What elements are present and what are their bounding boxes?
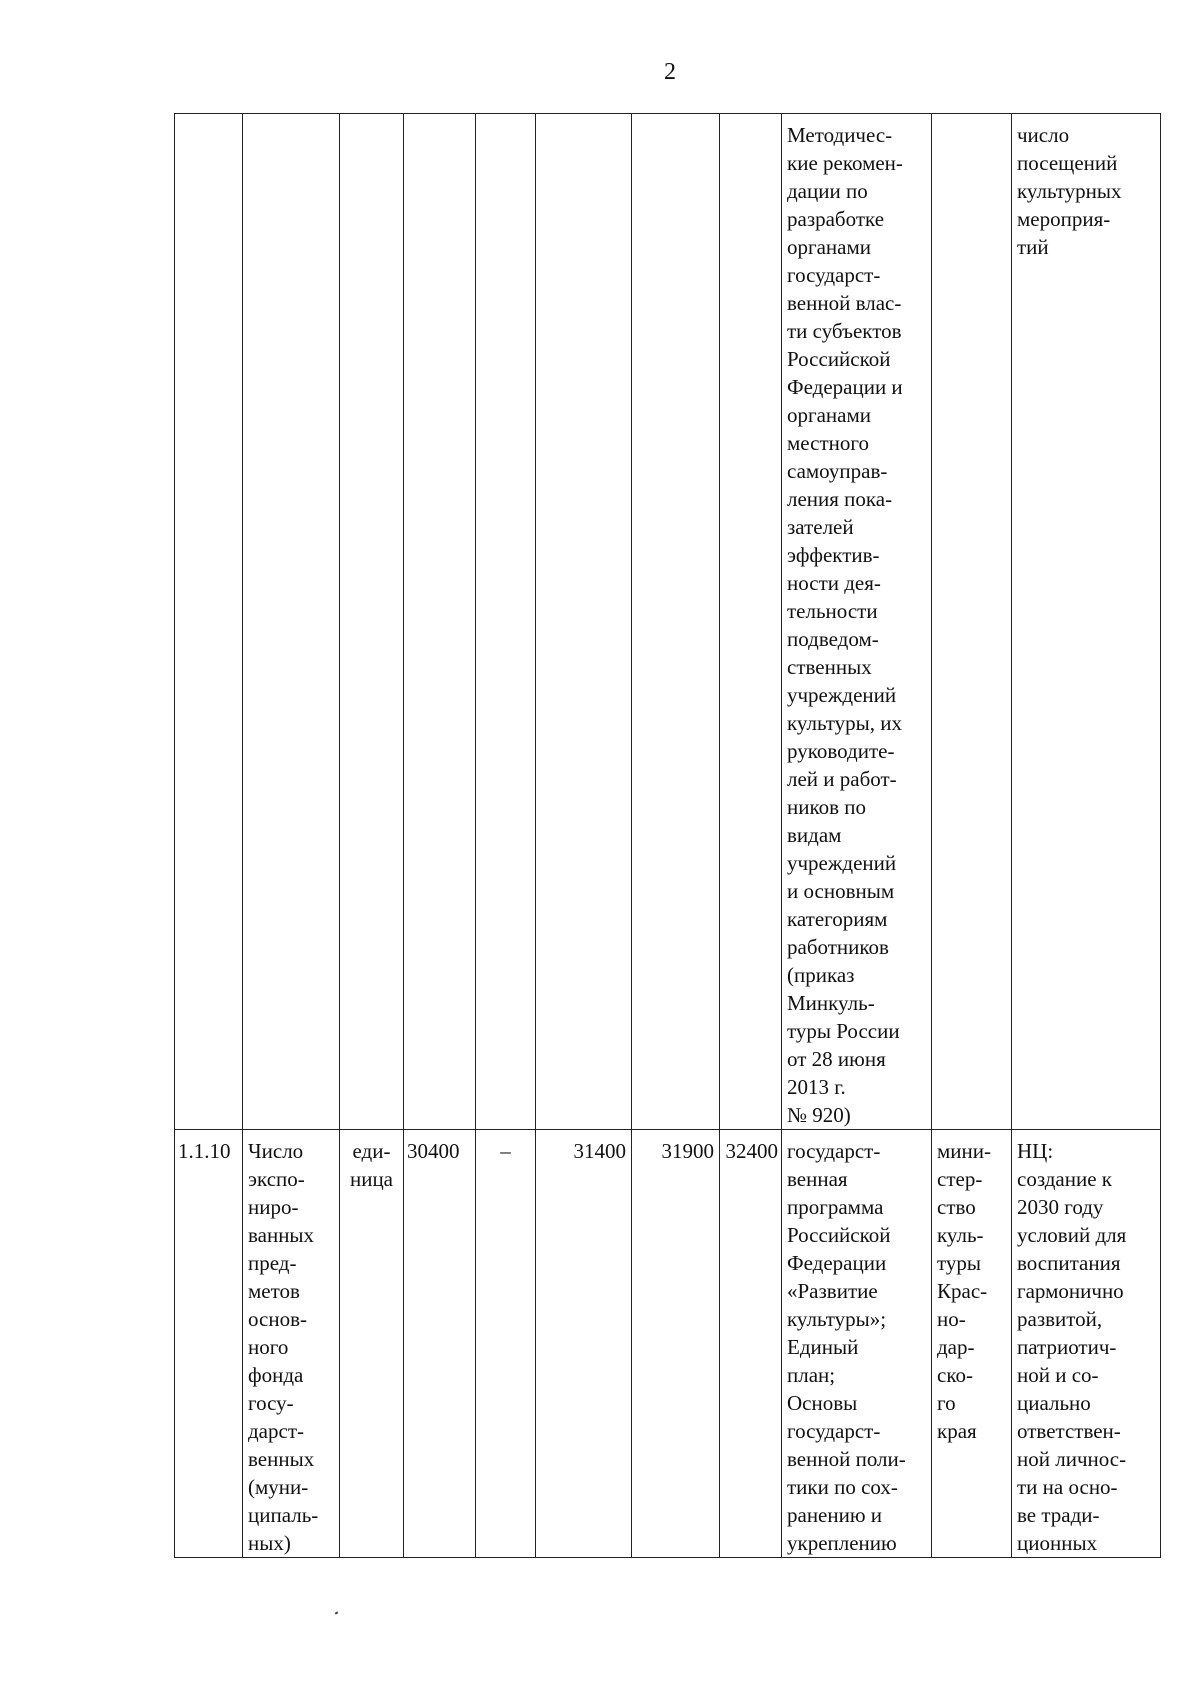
goal-line: создание к bbox=[1017, 1167, 1112, 1191]
source-line: венной влас- bbox=[787, 291, 902, 315]
source-line: дации по bbox=[787, 179, 868, 203]
indicator-line: метов bbox=[248, 1279, 300, 1303]
source-line: 2013 г. bbox=[787, 1075, 846, 1099]
indicator-line: ванных bbox=[248, 1223, 315, 1247]
source-line: (приказ bbox=[787, 963, 855, 987]
indicator-line: венных bbox=[248, 1447, 315, 1471]
value-3: 31400 bbox=[573, 1139, 626, 1163]
goal-line: ной и со- bbox=[1017, 1363, 1099, 1387]
cell-value-2 bbox=[476, 1130, 536, 1558]
source-line: Единый bbox=[787, 1335, 859, 1359]
source-line: тельности bbox=[787, 599, 878, 623]
responsible-line: мини- bbox=[937, 1139, 991, 1163]
source-line: видам bbox=[787, 823, 842, 847]
indicator-line: Число bbox=[248, 1139, 304, 1163]
indicator-line: ных) bbox=[248, 1531, 291, 1555]
goal-line: число bbox=[1017, 123, 1070, 147]
cell-value-5 bbox=[720, 114, 782, 1130]
value-2: – bbox=[500, 1139, 511, 1163]
source-line: лей и работ- bbox=[787, 767, 897, 791]
source-line: Федерации и bbox=[787, 375, 903, 399]
responsible-line: края bbox=[937, 1419, 977, 1443]
source-line: Российской bbox=[787, 1223, 891, 1247]
goal-line: ционных bbox=[1017, 1531, 1098, 1555]
table-row-continuation bbox=[175, 114, 1161, 1130]
source-line: руководите- bbox=[787, 739, 895, 763]
source-line: № 920) bbox=[787, 1103, 851, 1127]
goal-line: развитой, bbox=[1017, 1307, 1103, 1331]
responsible-line: но- bbox=[937, 1307, 966, 1331]
cell-source bbox=[782, 114, 932, 1130]
indicator-line: экспо- bbox=[248, 1167, 305, 1191]
base-value: 30400 bbox=[407, 1139, 460, 1163]
indicator-line: основ- bbox=[248, 1307, 307, 1331]
cell-unit bbox=[340, 114, 404, 1130]
cell-responsible bbox=[932, 1130, 1012, 1558]
cell-base-value bbox=[404, 1130, 476, 1558]
responsible-line: ско- bbox=[937, 1363, 973, 1387]
cell-base-value bbox=[404, 114, 476, 1130]
source-line: культуры, их bbox=[787, 711, 902, 735]
goal-line: воспитания bbox=[1017, 1251, 1121, 1275]
indicator-line: ципаль- bbox=[248, 1503, 319, 1527]
source-line: кие рекомен- bbox=[787, 151, 903, 175]
goal-line: ной личнос- bbox=[1017, 1447, 1127, 1471]
cell-indicator bbox=[243, 1130, 340, 1558]
responsible-line: ство bbox=[937, 1195, 976, 1219]
indicator-line: дарст- bbox=[248, 1419, 304, 1443]
goal-line: гармонично bbox=[1017, 1279, 1124, 1303]
cell-goal bbox=[1012, 1130, 1161, 1558]
cell-unit bbox=[340, 1130, 404, 1558]
source-line: план; bbox=[787, 1363, 836, 1387]
source-line: разработке bbox=[787, 207, 885, 231]
source-line: работников bbox=[787, 935, 889, 959]
cell-value-5 bbox=[720, 1130, 782, 1558]
value-4: 31900 bbox=[661, 1139, 714, 1163]
cell-value-4 bbox=[632, 1130, 720, 1558]
cell-value-2 bbox=[476, 114, 536, 1130]
cell-indicator bbox=[243, 114, 340, 1130]
indicator-line: (муни- bbox=[248, 1475, 309, 1499]
source-line: зателей bbox=[787, 515, 854, 539]
source-line: эффектив- bbox=[787, 543, 880, 567]
unit-line: ница bbox=[349, 1167, 394, 1191]
cell-responsible bbox=[932, 114, 1012, 1130]
goal-line: патриотич- bbox=[1017, 1335, 1117, 1359]
source-line: программа bbox=[787, 1195, 884, 1219]
goal-line: ве тради- bbox=[1017, 1503, 1100, 1527]
cell-goal bbox=[1012, 114, 1161, 1130]
responsible-line: го bbox=[937, 1391, 956, 1415]
indicator-line: фонда bbox=[248, 1363, 304, 1387]
source-line: от 28 июня bbox=[787, 1047, 886, 1071]
cell-code bbox=[175, 1130, 243, 1558]
source-line: государст- bbox=[787, 263, 881, 287]
goal-line: НЦ: bbox=[1017, 1139, 1054, 1163]
source-line: венная bbox=[787, 1167, 848, 1191]
goal-line: тий bbox=[1017, 235, 1049, 259]
responsible-line: стер- bbox=[937, 1167, 983, 1191]
source-line: ности дея- bbox=[787, 571, 881, 595]
source-line: учреждений bbox=[787, 851, 897, 875]
source-line: учреждений bbox=[787, 683, 897, 707]
value-5: 32400 bbox=[725, 1139, 778, 1163]
source-line: Федерации bbox=[787, 1251, 887, 1275]
source-line: ти субъектов bbox=[787, 319, 902, 343]
goal-line: мероприя- bbox=[1017, 207, 1111, 231]
source-line: местного bbox=[787, 431, 869, 455]
source-line: государст- bbox=[787, 1419, 881, 1443]
cell-value-4 bbox=[632, 114, 720, 1130]
cell-value-3 bbox=[536, 1130, 632, 1558]
indicator-line: госу- bbox=[248, 1391, 294, 1415]
source-line: тики по сох- bbox=[787, 1475, 898, 1499]
cell-value-3 bbox=[536, 114, 632, 1130]
source-line: укреплению bbox=[787, 1531, 897, 1555]
goal-line: культурных bbox=[1017, 179, 1122, 203]
responsible-line: куль- bbox=[937, 1223, 984, 1247]
indicators-table bbox=[174, 113, 1161, 1558]
indicator-line: ниро- bbox=[248, 1195, 299, 1219]
source-line: «Развитие bbox=[787, 1279, 878, 1303]
scan-speck bbox=[335, 1611, 339, 1614]
source-line: ления пока- bbox=[787, 487, 893, 511]
source-line: туры России bbox=[787, 1019, 900, 1043]
source-line: категориям bbox=[787, 907, 888, 931]
source-line: венной поли- bbox=[787, 1447, 906, 1471]
table-row-1-1-10 bbox=[175, 1130, 1161, 1558]
cell-source bbox=[782, 1130, 932, 1558]
unit-line: еди- bbox=[352, 1139, 391, 1163]
indicator-line: ного bbox=[248, 1335, 289, 1359]
source-line: культуры»; bbox=[787, 1307, 887, 1331]
indicator-line: пред- bbox=[248, 1251, 297, 1275]
source-line: самоуправ- bbox=[787, 459, 888, 483]
row-code: 1.1.10 bbox=[178, 1139, 231, 1163]
source-line: государст- bbox=[787, 1139, 881, 1163]
source-line: Российской bbox=[787, 347, 891, 371]
source-line: и основным bbox=[787, 879, 895, 903]
goal-line: условий для bbox=[1017, 1223, 1127, 1247]
responsible-line: дар- bbox=[937, 1335, 975, 1359]
source-line: подведом- bbox=[787, 627, 879, 651]
responsible-line: туры bbox=[937, 1251, 982, 1275]
source-line: Минкуль- bbox=[787, 991, 875, 1015]
source-line: Основы bbox=[787, 1391, 858, 1415]
goal-line: посещений bbox=[1017, 151, 1118, 175]
goal-line: циально bbox=[1017, 1391, 1091, 1415]
source-line: ранению и bbox=[787, 1503, 883, 1527]
source-line: Методичес- bbox=[787, 123, 893, 147]
source-line: ников по bbox=[787, 795, 867, 819]
source-line: ственных bbox=[787, 655, 872, 679]
source-line: органами bbox=[787, 235, 872, 259]
goal-line: ответствен- bbox=[1017, 1419, 1121, 1443]
cell-code bbox=[175, 114, 243, 1130]
goal-line: 2030 году bbox=[1017, 1195, 1104, 1219]
goal-line: ти на осно- bbox=[1017, 1475, 1118, 1499]
page-number: 2 bbox=[664, 59, 676, 85]
source-line: органами bbox=[787, 403, 872, 427]
responsible-line: Крас- bbox=[937, 1279, 988, 1303]
